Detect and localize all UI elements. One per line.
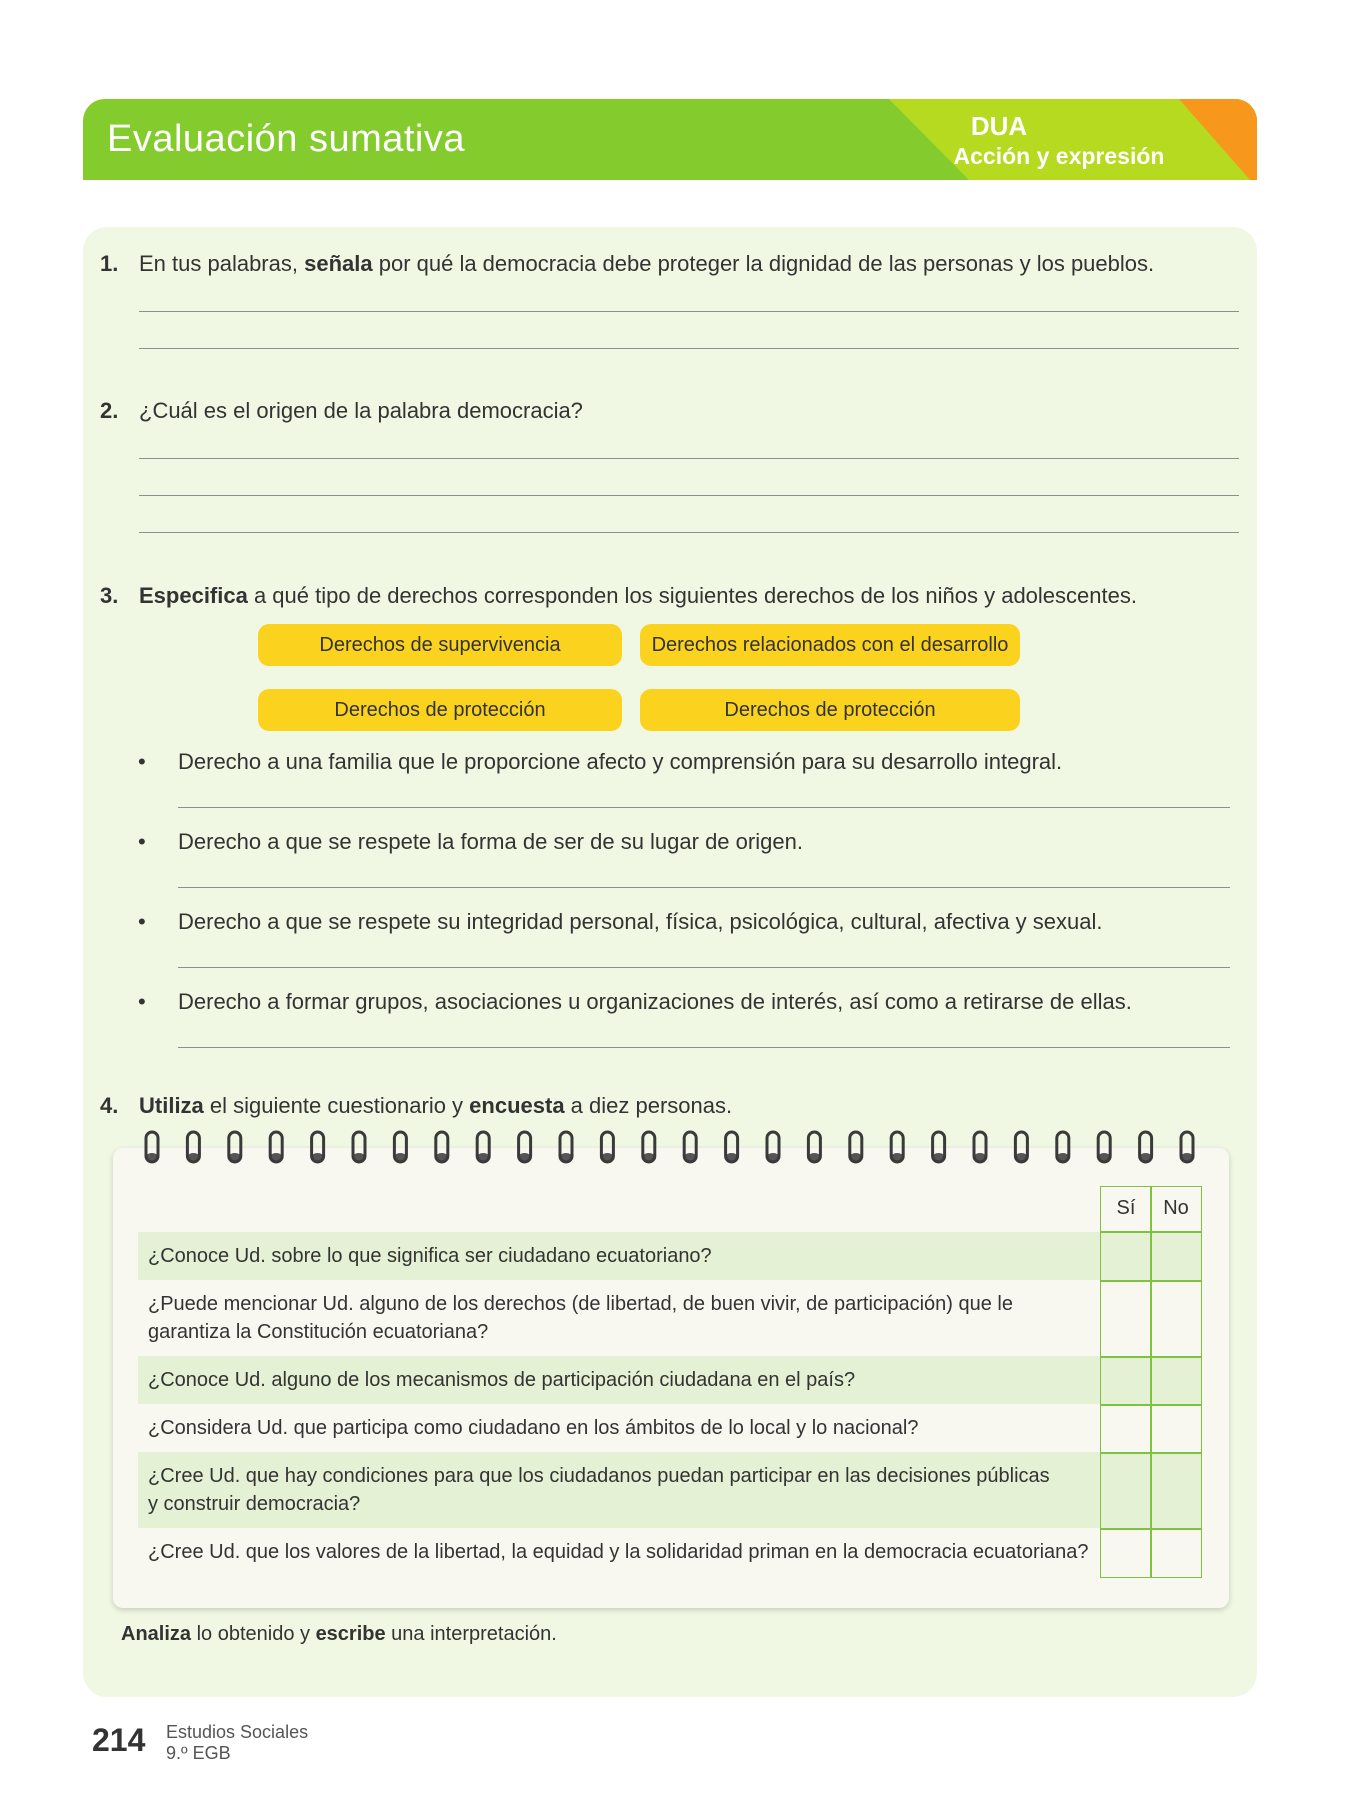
right-item: Derecho a formar grupos, asociaciones u organizaciones de interés, así como a retirarse de ellas. [178, 989, 1132, 1014]
survey-row [138, 1404, 1202, 1452]
answer-line[interactable] [178, 1047, 1230, 1048]
question-3-number: 3. [100, 583, 119, 608]
dua-badge-subtitle: Acción y expresión [953, 143, 1165, 169]
answer-line[interactable] [178, 807, 1230, 808]
column-no-label: No [1163, 1197, 1189, 1219]
answer-cell-yes[interactable] [1100, 1232, 1152, 1282]
rights-category-pill: Derechos de protección [258, 689, 622, 731]
question-3-text: Especifica a qué tipo de derechos corresponden los siguientes derechos de los niños y adolescentes. [139, 583, 1137, 608]
survey-question: ¿Conoce Ud. alguno de los mecanismos de participación ciudadana en el país? [148, 1369, 856, 1391]
right-item: Derecho a que se respete la forma de ser de su lugar de origen. [178, 829, 803, 854]
question-4-number: 4. [100, 1093, 119, 1118]
survey-row [138, 1280, 1202, 1356]
bullet-icon: • [138, 909, 146, 934]
grade-label: 9.º EGB [166, 1743, 231, 1763]
page-title: Evaluación sumativa [107, 118, 466, 160]
answer-cell-yes[interactable] [1100, 1280, 1152, 1358]
rights-category-pill: Derechos relacionados con el desarrollo [640, 624, 1020, 666]
rights-category-pill: Derechos de supervivencia [258, 624, 622, 666]
answer-cell-no[interactable] [1150, 1280, 1202, 1358]
answer-cell-yes[interactable] [1100, 1404, 1152, 1454]
answer-line[interactable] [178, 967, 1230, 968]
answer-cell-no[interactable] [1150, 1452, 1202, 1530]
right-item: Derecho a una familia que le proporcione afecto y comprensión para su desarrollo integral. [178, 749, 1063, 774]
question-4-text: Utiliza el siguiente cuestionario y encuesta a diez personas. [139, 1093, 733, 1118]
survey-row [138, 1452, 1202, 1528]
answer-line[interactable] [178, 887, 1230, 888]
question-2-number: 2. [100, 398, 119, 423]
question-1-number: 1. [100, 251, 119, 276]
column-yes-label: Sí [1116, 1197, 1136, 1219]
answer-cell-no[interactable] [1150, 1528, 1202, 1578]
answer-line[interactable] [139, 458, 1239, 459]
survey-question: ¿Cree Ud. que los valores de la libertad, la equidad y la solidaridad priman en la democracia ecuatoriana? [148, 1541, 1089, 1563]
answer-cell-no[interactable] [1150, 1356, 1202, 1406]
survey-row [138, 1232, 1202, 1280]
right-item: Derecho a que se respete su integridad personal, física, psicológica, cultural, afectiva y sexual. [178, 909, 1103, 934]
survey-row [138, 1528, 1202, 1576]
survey-question: ¿Puede mencionar Ud. alguno de los derechos (de libertad, de buen vivir, de participación) que le garantiza la Constitución ecuatoriana? [148, 1293, 1013, 1343]
answer-line[interactable] [139, 311, 1239, 312]
survey-question: ¿Conoce Ud. sobre lo que significa ser ciudadano ecuatoriano? [148, 1245, 712, 1267]
survey-question: ¿Considera Ud. que participa como ciudadano en los ámbitos de lo local y lo nacional? [148, 1417, 919, 1439]
answer-line[interactable] [139, 495, 1239, 496]
answer-cell-yes[interactable] [1100, 1356, 1152, 1406]
bullet-icon: • [138, 829, 146, 854]
answer-cell-yes[interactable] [1100, 1528, 1152, 1578]
answer-cell-no[interactable] [1150, 1404, 1202, 1454]
rights-category-pill: Derechos de protección [640, 689, 1020, 731]
bullet-icon: • [138, 989, 146, 1014]
closing-instruction: Analiza lo obtenido y escribe una interpretación. [121, 1623, 557, 1645]
answer-line[interactable] [139, 532, 1239, 533]
answer-line[interactable] [139, 348, 1239, 349]
answer-cell-yes[interactable] [1100, 1452, 1152, 1530]
spiral-binding-icon [140, 1129, 1200, 1169]
survey-row [138, 1356, 1202, 1404]
section-header [83, 99, 1257, 180]
subject-label: Estudios Sociales [166, 1722, 309, 1742]
dua-badge-title: DUA [970, 111, 1028, 141]
answer-cell-no[interactable] [1150, 1232, 1202, 1282]
question-1-text: En tus palabras, señala por qué la democracia debe proteger la dignidad de las personas y los pueblos. [139, 251, 1155, 276]
question-2-text: ¿Cuál es el origen de la palabra democracia? [139, 398, 583, 423]
page-number: 214 [92, 1722, 146, 1758]
bullet-icon: • [138, 749, 146, 774]
survey-question: ¿Cree Ud. que hay condiciones para que los ciudadanos puedan participar en las decisiones públicas y construir democracia? [148, 1465, 1050, 1515]
